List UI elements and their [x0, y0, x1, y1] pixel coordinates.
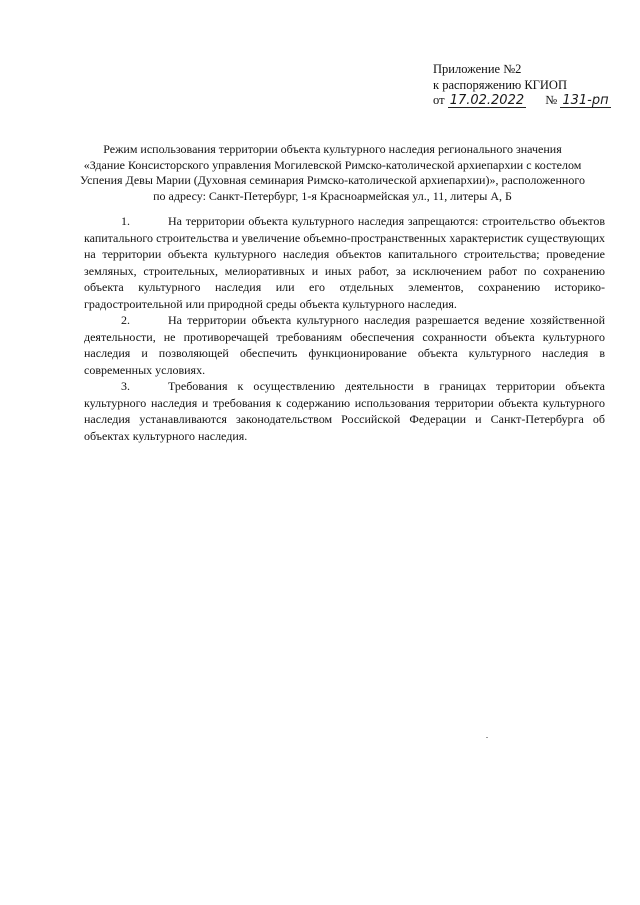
paragraph-number: 2. — [121, 313, 130, 327]
paragraph-3 — [84, 378, 605, 444]
paragraph-number: 3. — [121, 379, 130, 393]
handwritten-number: 131-рп — [562, 93, 609, 108]
number-prefix: № — [545, 93, 558, 107]
document-heading — [60, 142, 605, 204]
paragraph-text: Требования к осуществлению деятельности в границах территории объекта культурного наследия и требования к содержанию использования территории объекта культурного наследия устанавливаются законодательством Российской Федерации и Санкт-Петербурга об объектах культурного наследия. — [84, 379, 605, 443]
paragraph-1 — [84, 213, 605, 312]
handwritten-date: 17.02.2022 — [449, 93, 525, 108]
appendix-date-number-line — [433, 93, 611, 109]
paragraph-2 — [84, 312, 605, 378]
paragraph-text: На территории объекта культурного наследия разрешается ведение хозяйственной деятельности, не противоречащей требованиям обеспечения сохранности объекта культурного наследия и позволяющей обеспечить функционирование объекта культурного наследия в современных условиях. — [84, 313, 605, 377]
heading-line-3: Успения Девы Марии (Духовная семинария Римско-католической архиепархии)», расположенного — [80, 173, 585, 187]
appendix-block — [433, 62, 611, 109]
heading-line-4: по адресу: Санкт-Петербург, 1-я Красноармейская ул., 11, литеры А, Б — [153, 188, 512, 203]
paragraph-number: 1. — [121, 214, 130, 228]
appendix-title: Приложение №2 — [433, 62, 522, 76]
date-prefix: от — [433, 93, 445, 107]
document-body — [84, 213, 605, 444]
heading-line-1: Режим использования территории объекта культурного наследия регионального значения — [103, 142, 562, 156]
heading-line-2: «Здание Консисторского управления Могилевской Римско-католической архиепархии с костелом — [83, 157, 582, 172]
paragraph-text: На территории объекта культурного наследия запрещаются: строительство объектов капитального строительства и увеличение объемно-пространственных характеристик существующих на территории объекта культурного наследия объектов капитального строительства; проведение земляных, строительных, мелиоративных и иных работ, за исключением работ по сохранению объекта культурного наследия или его отдельных элементов, сохранению историко-градостроительной или природной среды объекта культурного наследия. — [84, 214, 605, 311]
scan-speck — [486, 737, 488, 738]
appendix-order-ref: к распоряжению КГИОП — [433, 77, 567, 92]
